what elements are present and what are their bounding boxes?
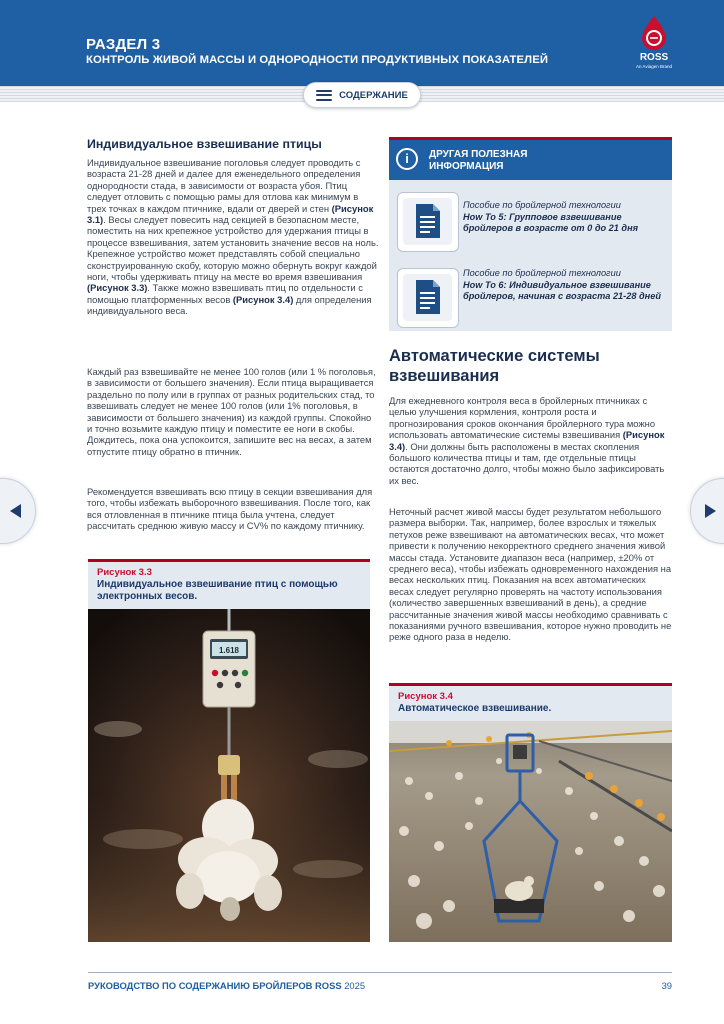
footer-title <box>88 980 365 991</box>
p1-text-b: . Весы следует повесить над секцией в безопасном месте, поместить на них крепежное устройство для удержания птицы в процессе взвешивания, затем установить значение весов на ноль. Крепежное устройство может представлять собой специально сконструированную скобу, которую можно обернуть вокруг каждой ноги, чтобы удерживать птицу на месте во время взвешивания <box>87 214 379 283</box>
contents-button-label: СОДЕРЖАНИЕ <box>339 89 408 101</box>
p1-text-a: Индивидуальное взвешивание поголовья следует проводить с возраста 21-28 дней и далее для еженедельного определения однородности стада, в зависимости от возраста убоя. Птиц следует отловить с помощью рамы для отлова как минимум в трех точках в каждом птичнике, вдали от дверей и стен <box>87 157 361 214</box>
next-page-button[interactable] <box>690 478 724 544</box>
p1-text-c: . Также можно взвешивать птиц по отдельности с помощью платформенных весов <box>87 282 363 305</box>
footer-divider <box>88 972 672 973</box>
figure-3-3-number: Рисунок 3.3 <box>97 567 152 578</box>
info-box-title: ДРУГАЯ ПОЛЕЗНАЯ ИНФОРМАЦИЯ <box>429 149 528 172</box>
contents-button[interactable] <box>303 82 421 108</box>
logo-tagline: An Aviagen Brand <box>636 64 672 69</box>
resource-title: Пособие по бройлерной технологии <box>463 268 621 278</box>
p1-text-d: для определения индивидуального веса. <box>87 293 372 317</box>
drop-logo-icon <box>632 14 676 54</box>
figure-ref-3-4: (Рисунок 3.4) <box>232 293 294 305</box>
resource-link-how-to-5[interactable] <box>393 186 668 254</box>
page-number: 39 <box>661 980 672 991</box>
arrow-right-icon <box>705 504 716 518</box>
figure-3-4-title: Автоматическое взвешивание. <box>398 703 552 714</box>
page-header <box>0 0 724 86</box>
individual-weighing-heading: Индивидуальное взвешивание птицы <box>87 137 322 151</box>
figure-ref-3-4: (Рисунок 3.4) <box>389 429 665 452</box>
p4-text-a: Для ежедневного контроля веса в бройлерных птичниках с целью улучшения кормления, контроля роста и прогнозирования сроков окончания бройлерного тура можно использовать автоматические системы взвешивания <box>389 395 656 441</box>
section-subtitle: КОНТРОЛЬ ЖИВОЙ МАССЫ И ОДНОРОДНОСТИ ПРОДУКТИВНЫХ ПОКАЗАТЕЛЕЙ <box>86 54 549 66</box>
arrow-left-icon <box>10 504 21 518</box>
figure-3-3-title: Индивидуальное взвешивание птиц с помощью электронных весов. <box>97 579 338 602</box>
scale-display: 1.618 <box>218 646 240 655</box>
p4-text-b: . Они должны быть расположены в местах скопления большого количества птицы и там, где отдельные птицы остаются достаточно долго, чтобы можно было зафиксировать их вес. <box>389 440 665 486</box>
resource-text <box>463 200 668 235</box>
figure-ref-3-1: (Рисунок 3.1) <box>87 202 374 226</box>
prev-page-button[interactable] <box>0 478 36 544</box>
footer-title-main: РУКОВОДСТВО ПО СОДЕРЖАНИЮ БРОЙЛЕРОВ ROSS <box>88 980 342 991</box>
info-box-header <box>389 140 672 180</box>
figure-3-3-caption <box>88 559 370 609</box>
resource-subtitle: How To 5: Групповое взвешивание бройлеров в возрасте от 0 до 21 дня <box>463 211 639 234</box>
figure-3-4-number: Рисунок 3.4 <box>398 691 453 702</box>
individual-weighing-paragraph-1 <box>87 157 379 317</box>
figure-ref-3-3: (Рисунок 3.3) <box>87 282 148 294</box>
info-icon: i <box>396 148 418 170</box>
figure-3-4-caption <box>389 683 672 721</box>
section-label: РАЗДЕЛ 3 <box>86 36 161 53</box>
figure-3-4-photo <box>389 721 672 942</box>
automatic-weighing-paragraph-2: Неточный расчет живой массы будет результатом небольшого размера выборки. Так, например, более взрослых и тяжелых петухов реже взвешивают на автоматических весах, что может привести к получению некорректного среднего значения живой массы стада. Установите диапазон веса (например, ±20% от среднего веса), чтобы избежать одновременного нахождения на весах нескольких птиц. Показания на всех автоматических весах следует регулярно проверять на частоту использования (количество завершенных взвешиваний в день), а средние рассчитанные значения живой массы необходимо сравнивать с показаниями ручного взвешивания, которое нужно проводить не реже одного раза в неделю. <box>389 506 672 643</box>
automatic-weighing-heading: Автоматические системы взвешивания <box>389 347 600 385</box>
resource-text <box>463 268 668 303</box>
footer-title-year: 2025 <box>344 980 366 991</box>
menu-icon <box>316 90 332 101</box>
resource-link-how-to-6[interactable] <box>393 262 668 330</box>
resource-title: Пособие по бройлерной технологии <box>463 200 621 210</box>
ross-logo <box>632 14 676 76</box>
individual-weighing-paragraph-3: Рекомендуется взвешивать всю птицу в секции взвешивания для того, чтобы избежать выборочного взвешивания. После того, как вся отловленная в птичнике птица была учтена, следует рассчитать среднюю живую массу и CV% по каждому птичнику. <box>87 486 373 532</box>
document-icon <box>397 192 459 252</box>
individual-weighing-paragraph-2: Каждый раз взвешивайте не менее 100 голов (или 1 % поголовья, в зависимости от большего значения). Если птица выращивается раздельно по полу или в группах от разных родительских стад, то взвешивать следует не менее 100 голов (или 1% поголовья, в зависимости от большего значения) из каждой группы. Спокойно и точно возьмите каждую птицу и поместите ее ноги в скобы. Дождитесь, пока она успокоится, запишите вес на весах, а затем отпустите птицу обратно в птичник. <box>87 366 376 457</box>
document-icon <box>397 268 459 328</box>
logo-brand: ROSS <box>639 52 669 63</box>
figure-3-3-photo <box>88 609 370 942</box>
automatic-weighing-paragraph-1 <box>389 395 673 486</box>
resource-subtitle: How To 6: Индивидуальное взвешивание бройлеров, начиная с возраста 21-28 дней <box>463 279 661 302</box>
other-useful-info-box <box>389 137 672 331</box>
